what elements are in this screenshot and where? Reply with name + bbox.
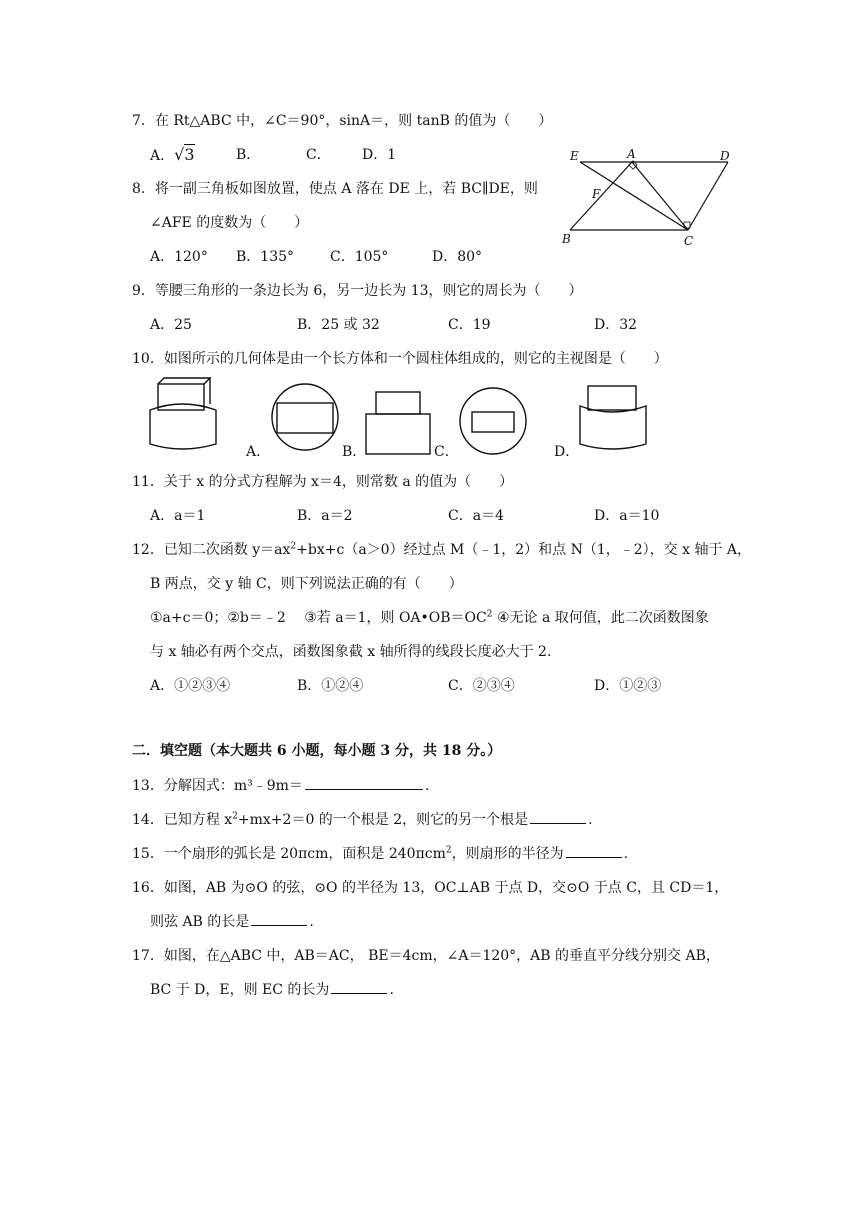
q14-mid: +mx+2＝0 的一个根是 2，则它的另一个根是 — [237, 812, 529, 828]
q12-line1-sup: 2 — [290, 541, 297, 552]
q8-stem-line2: ∠AFE 的度数为（ ） — [150, 215, 309, 231]
q8-option-c: C．105° — [330, 249, 389, 265]
q10-solid-figure — [146, 376, 222, 452]
q8-option-d: D．80° — [432, 249, 483, 265]
q10-option-b: B． — [342, 444, 367, 460]
q16-answer-blank[interactable] — [251, 913, 307, 926]
q8-option-b: B．135° — [236, 249, 295, 265]
q17-line1: 17．如图，在△ABC 中，AB＝AC， BE＝4cm，∠A＝120°，AB 的垂直平分线分别交 AB， — [132, 948, 720, 964]
q13-answer-blank[interactable] — [305, 777, 423, 790]
q15-end: . — [623, 846, 629, 862]
q7-option-c: C． — [306, 147, 331, 163]
q17-answer-blank[interactable] — [331, 981, 387, 994]
q11-option-b: B．a＝2 — [297, 508, 353, 524]
q12-option-c: C．②③④ — [448, 678, 515, 694]
q10-option-d-figure — [578, 384, 648, 454]
q10-option-c: C． — [434, 444, 459, 460]
q8-option-a: A．120° — [150, 249, 208, 265]
q9-option-c: C．19 — [448, 317, 491, 333]
q12-line1-pre: 12．已知二次函数 y＝ax — [132, 542, 291, 558]
q16-line2-pre: 则弦 AB 的长是 — [150, 914, 250, 930]
q14 — [132, 810, 593, 830]
q7-option-b: B． — [236, 147, 261, 163]
q11-stem: 11．关于 x 的分式方程解为 x＝4，则常数 a 的值为（ ） — [132, 474, 514, 490]
q8-label-e: E — [570, 149, 579, 163]
q11-option-a: A．a＝1 — [150, 508, 206, 524]
q15-answer-blank[interactable] — [566, 845, 622, 858]
q15-pre: 15．一个扇形的弧长是 20πcm，面积是 240πcm — [132, 846, 446, 862]
section2-title: 二．填空题（本大题共 6 小题，每小题 3 分，共 18 分。） — [132, 743, 502, 759]
q12-line3-post: ④无论 a 取何值，此二次函数图象 — [492, 610, 709, 626]
q15-sup: 2 — [445, 845, 452, 856]
q7-stem: 7．在 Rt△ABC 中，∠C＝90°，sinA＝，则 tanB 的值为（ ） — [132, 113, 553, 129]
q14-sup: 2 — [232, 811, 238, 822]
q12-line3-sup: 2 — [486, 609, 493, 620]
q8-label-d: D — [720, 149, 730, 163]
q13-end: . — [424, 778, 430, 794]
q10-option-a: A． — [246, 444, 271, 460]
q12-option-b: B．①②④ — [297, 678, 364, 694]
q16-line1: 16．如图，AB 为⊙O 的弦，⊙O 的半径为 13，OC⊥AB 于点 D，交⊙O 于点 C，且 CD＝1， — [132, 880, 729, 896]
q10-option-b-figure — [364, 390, 432, 456]
q13 — [132, 776, 429, 796]
q10-stem: 10．如图所示的几何体是由一个长方体和一个圆柱体组成的，则它的主视图是（ ） — [132, 351, 668, 367]
q15-mid: ，则扇形的半径为 — [451, 846, 564, 862]
q16-line2 — [150, 912, 314, 932]
q10-option-c-figure — [458, 386, 528, 456]
q14-end: . — [588, 812, 593, 828]
q15 — [132, 844, 628, 864]
q12-stem-line1 — [132, 540, 751, 560]
q10-option-d: D． — [554, 444, 580, 460]
q8-label-c: C — [684, 234, 694, 248]
q12-stem-line4: 与 x 轴必有两个交点，函数图象截 x 轴所得的线段长度必大于 2. — [150, 644, 552, 660]
q8-figure — [560, 147, 740, 250]
q12-option-a: A．①②③④ — [150, 678, 231, 694]
q12-stem-line3 — [150, 608, 709, 628]
q16-end: . — [309, 914, 314, 930]
q8-stem-line1: 8．将一副三角板如图放置，使点 A 落在 DE 上，若 BC∥DE，则 — [132, 181, 538, 197]
q12-line1-post: +bx+c（a＞0）经过点 M（﹣1，2）和点 N（1，﹣2），交 x 轴于 A， — [296, 542, 752, 558]
q7-option-a-radicand: 3 — [184, 145, 195, 164]
q7-option-d: D．1 — [362, 147, 397, 163]
q14-pre: 14．已知方程 x — [132, 812, 233, 828]
q12-stem-line2: B 两点，交 y 轴 C，则下列说法正确的有（ ） — [150, 576, 463, 592]
q8-label-f: F — [592, 187, 601, 201]
q9-option-b: B．25 或 32 — [297, 317, 380, 333]
q11-option-d: D．a＝10 — [594, 508, 660, 524]
q8-label-b: B — [562, 232, 571, 246]
q12-option-d: D．①②③ — [594, 678, 662, 694]
q9-stem: 9．等腰三角形的一条边长为 6，另一边长为 13，则它的周长为（ ） — [132, 283, 583, 299]
q12-line3-pre: ①a+c＝0；②b＝﹣2 ③若 a＝1，则 OA•OB＝OC — [150, 610, 487, 626]
q9-option-a: A．25 — [150, 317, 192, 333]
q17-line2-pre: BC 于 D，E，则 EC 的长为 — [150, 982, 330, 998]
q9-option-d: D．32 — [594, 317, 638, 333]
q13-text: 13．分解因式：m³﹣9m＝ — [132, 778, 303, 794]
q8-label-a: A — [627, 147, 636, 161]
sqrt-symbol: √ — [174, 145, 185, 164]
q7-option-a — [150, 145, 195, 166]
q11-option-c: C．a＝4 — [448, 508, 504, 524]
q7-option-a-label: A． — [150, 148, 175, 164]
q17-end: . — [389, 982, 394, 998]
q10-option-a-figure — [270, 382, 340, 452]
q17-line2 — [150, 980, 394, 1000]
q14-answer-blank[interactable] — [530, 811, 586, 824]
